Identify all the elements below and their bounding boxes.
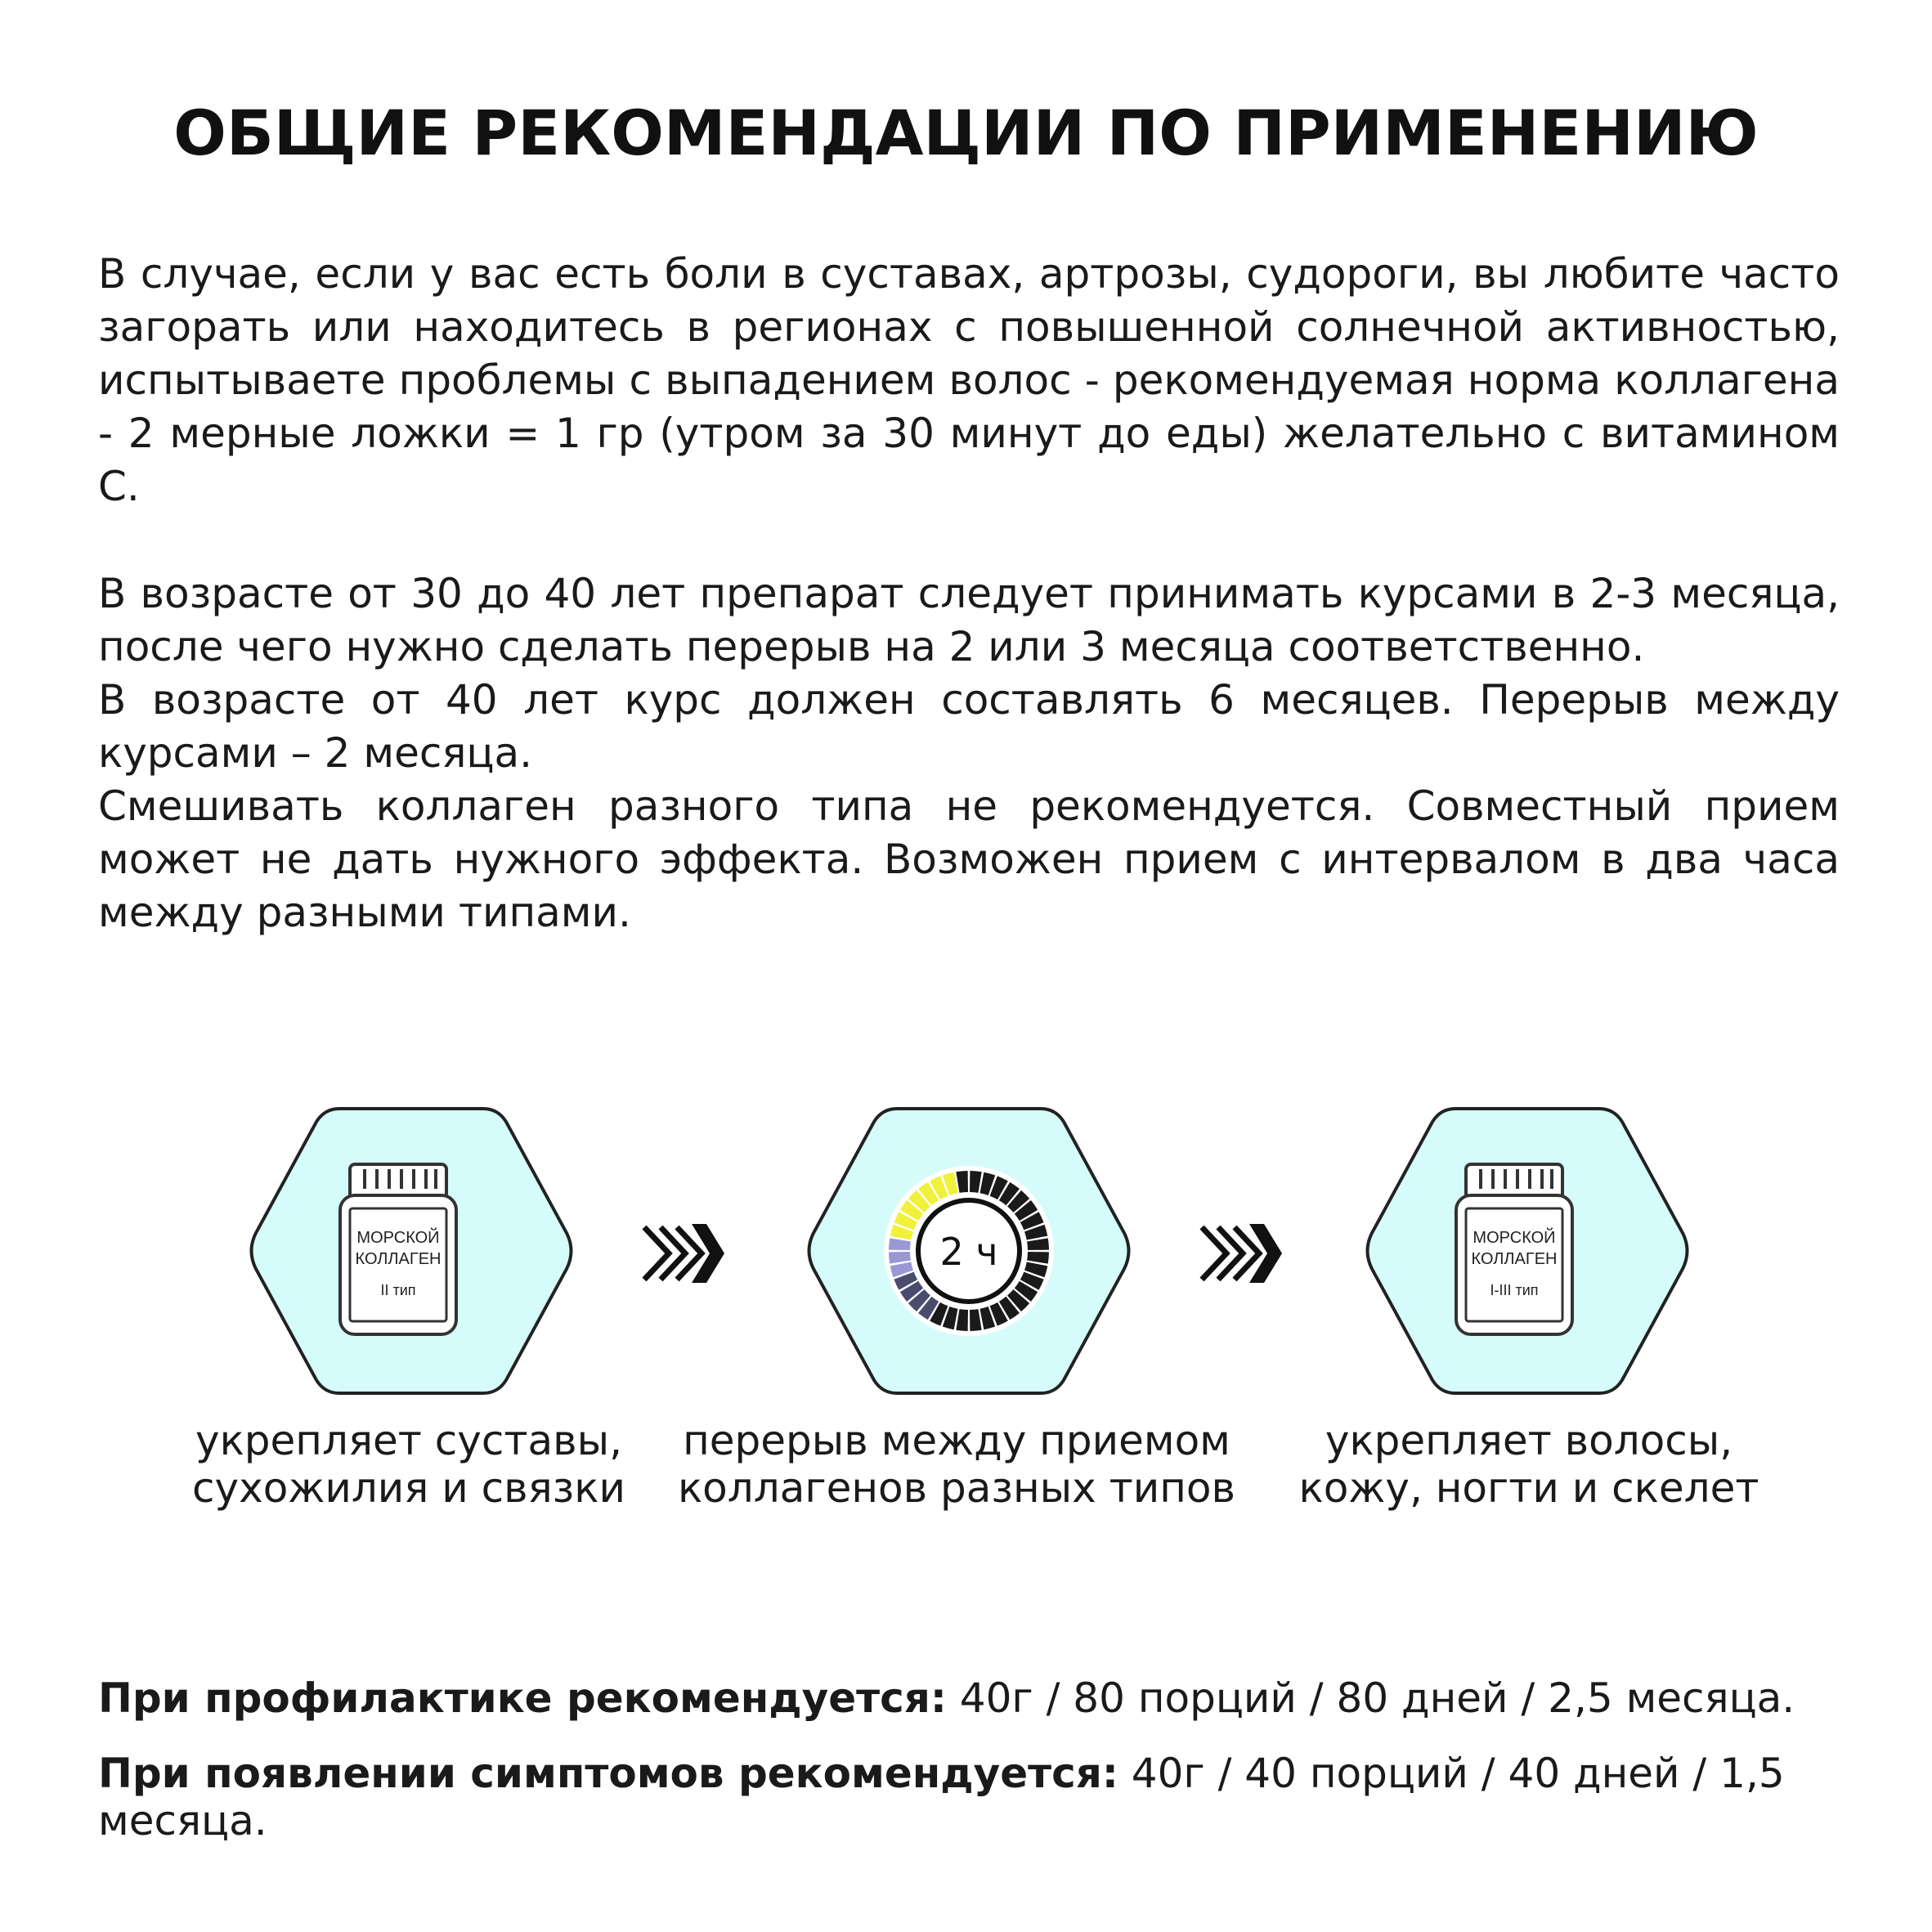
- jar-label-line1: МОРСКОЙ: [356, 1229, 440, 1247]
- intro-paragraph: [98, 248, 1840, 513]
- prevention-value: 40г / 80 порций / 80 дней / 2,5 месяца.: [946, 1674, 1795, 1722]
- mixing-warning-text: Смешивать коллаген разного типа не рекомендуется. Совместный прием может не дать нужного эффекта. Возможен прием с интервалом в два часа между разными типами.: [98, 782, 1840, 936]
- page-title: ОБЩИЕ РЕКОМЕНДАЦИИ ПО ПРИМЕНЕНИЮ: [173, 96, 1759, 169]
- chevron-right-icon: [638, 1221, 728, 1286]
- step-caption-joints: [164, 1417, 654, 1512]
- collagen-jar-icon: [340, 1164, 456, 1334]
- chevron-right-icon: [1195, 1221, 1285, 1286]
- collagen-type-2-hexagon: [248, 1104, 575, 1398]
- symptoms-value: 40г / 40 порций / 40 дней / 1,5 месяца.: [98, 1750, 1785, 1845]
- caption-line: кожу, ногти и скелет: [1298, 1464, 1759, 1512]
- caption-line: коллагенов разных типов: [677, 1464, 1235, 1512]
- jar-label-line2: КОЛЛАГЕН: [1471, 1250, 1558, 1268]
- timer-label: 2 ч: [939, 1230, 998, 1274]
- break-timer-hexagon: [805, 1104, 1132, 1398]
- caption-line: укрепляет волосы,: [1325, 1417, 1733, 1464]
- caption-line: перерыв между приемом: [683, 1417, 1230, 1464]
- caption-line: сухожилия и связки: [192, 1464, 625, 1512]
- jar-label-line1: МОРСКОЙ: [1473, 1229, 1556, 1247]
- intro-text: В случае, если у вас есть боли в суставах, артрозы, судороги, вы любите часто загорать или находитесь в регионах с повышенной солнечной активностью, испытываете проблемы с выпадением волос - рекомендуемая норма коллагена - 2 мерные ложки = 1 гр (утром за 30 минут до еды) желательно с витамином С.: [98, 250, 1840, 510]
- step-caption-hair-skin: [1275, 1417, 1782, 1512]
- jar-type-label: II тип: [380, 1282, 416, 1298]
- symptoms-dosage: [98, 1750, 1856, 1845]
- symptoms-label: При появлении симптомов рекомендуется:: [98, 1750, 1118, 1797]
- prevention-label: При профилактике рекомендуется:: [98, 1674, 947, 1722]
- collagen-jar-icon: [1456, 1164, 1572, 1334]
- course-paragraph: [98, 567, 1840, 939]
- jar-label-line2: КОЛЛАГЕН: [355, 1250, 442, 1268]
- caption-line: укрепляет суставы,: [195, 1417, 622, 1464]
- clock-icon: [884, 1166, 1054, 1336]
- collagen-type-1-3-hexagon: [1364, 1104, 1691, 1398]
- course-text-age-40: В возрасте от 40 лет курс должен составлять 6 месяцев. Перерыв между курсами – 2 месяца.: [98, 676, 1840, 777]
- step-caption-break: [646, 1417, 1267, 1512]
- course-text-age-30-40: В возрасте от 30 до 40 лет препарат следует принимать курсами в 2-3 месяца, после чего нужно сделать перерыв на 2 или 3 месяца соответственно.: [98, 570, 1840, 670]
- jar-type-label: I-III тип: [1490, 1282, 1539, 1298]
- prevention-dosage: [98, 1674, 1856, 1722]
